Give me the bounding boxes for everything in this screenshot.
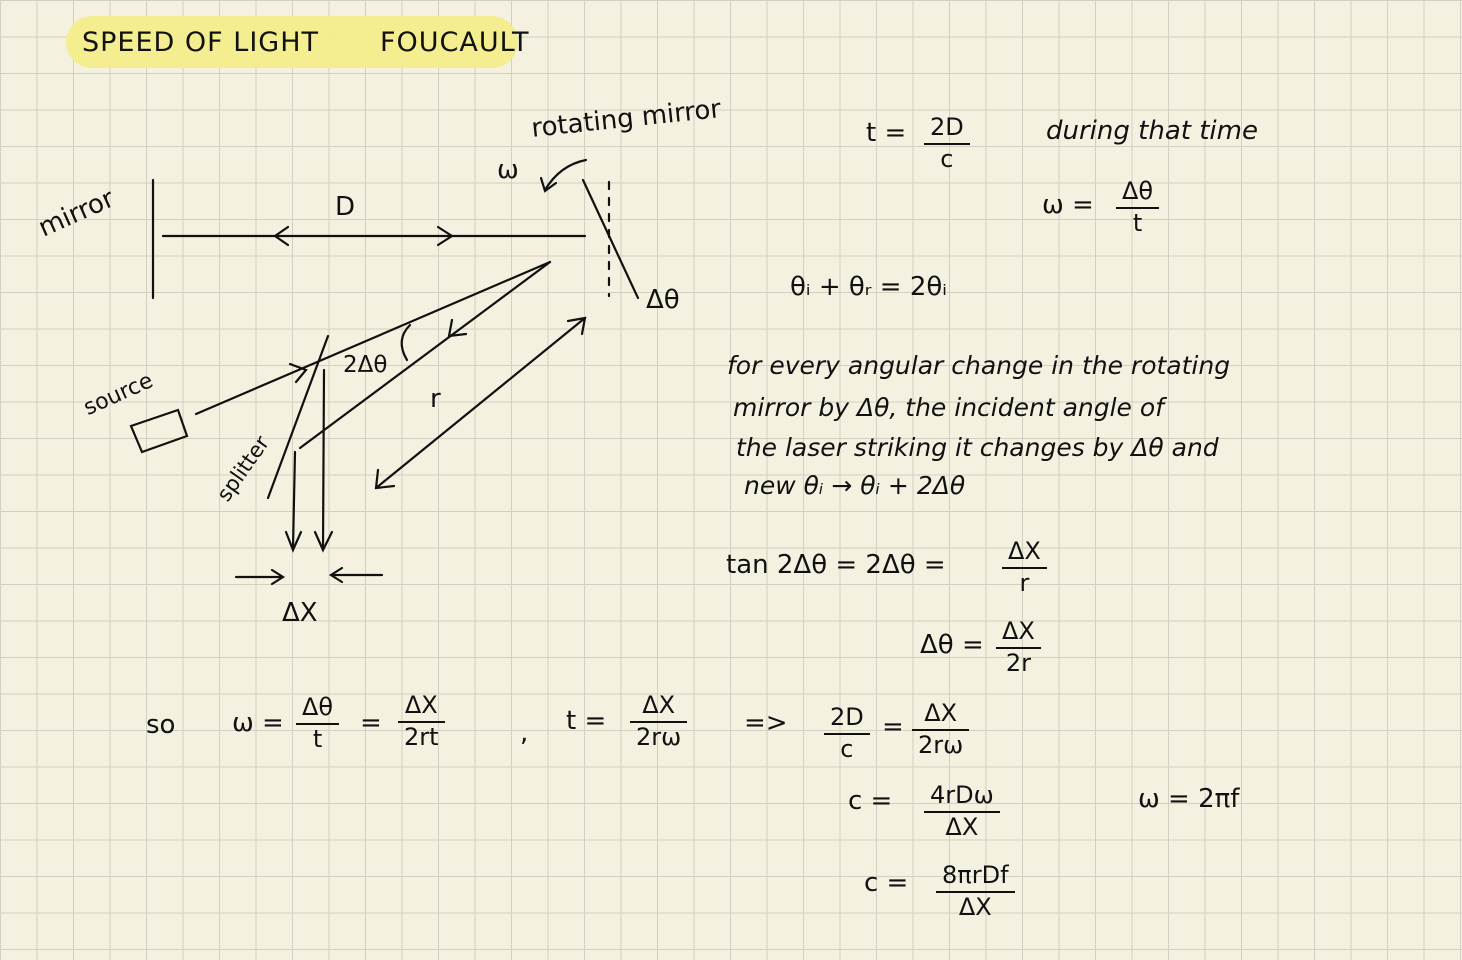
eq-t-lhs: t = — [866, 118, 907, 148]
eq-so-w-num: Δθ — [302, 693, 334, 721]
eq-imp-rden: 2rω — [918, 730, 964, 759]
label-splitter: splitter — [212, 431, 275, 506]
eq-so-t-den: 2rω — [636, 722, 682, 751]
eq-omega-f: ω = 2πf — [1138, 784, 1240, 814]
note-line-3: the laser striking it changes by Δθ and — [736, 433, 1219, 462]
eq-so: so — [146, 710, 176, 740]
eq-imp-frac — [824, 704, 870, 763]
label-source: source — [80, 368, 157, 421]
label-r: r — [430, 384, 441, 414]
eq-so-w-lhs: ω = — [232, 708, 284, 738]
note-line-1: for every angular change in the rotating — [727, 351, 1231, 380]
angle-arc — [402, 325, 410, 360]
eq-dtheta-num: ΔX — [1002, 617, 1035, 645]
title-foucault: FOUCAULT — [380, 27, 530, 58]
source-box — [131, 410, 187, 452]
note-line-4: new θᵢ → θᵢ + 2Δθ — [744, 471, 966, 500]
label-delta-theta: Δθ — [646, 285, 680, 315]
eq-so-w2-den: 2rt — [404, 722, 439, 751]
eq-w-frac — [1116, 178, 1159, 237]
eq-so-w-den: t — [312, 724, 323, 753]
eq-c2-lhs: c = — [864, 868, 909, 898]
incident-beam — [196, 262, 550, 414]
eq-c2-frac — [936, 862, 1015, 921]
eq-c1-frac — [924, 782, 1000, 841]
eq-during: during that time — [1046, 116, 1258, 146]
eq-so-t-frac — [630, 692, 687, 751]
eq-c1-num: 4rDω — [930, 781, 994, 809]
eq-w-den: t — [1132, 208, 1143, 237]
eq-so-t-lhs: t = — [566, 706, 607, 736]
r-arrow-line — [376, 318, 585, 488]
rotating-mirror-line — [583, 180, 638, 298]
eq-c1-den: ΔX — [945, 812, 979, 841]
title-speed-of-light: SPEED OF LIGHT — [82, 27, 320, 58]
eq-comma: , — [520, 718, 529, 748]
label-two-delta-theta: 2Δθ — [343, 352, 388, 378]
eq-tan-frac — [1002, 538, 1047, 597]
eq-imp-eq: = — [882, 712, 904, 742]
beam-down-left — [293, 452, 295, 548]
eq-implies: => — [744, 708, 788, 738]
label-omega: ω — [497, 155, 519, 185]
label-d: D — [335, 192, 356, 222]
note-line-2: mirror by Δθ, the incident angle of — [733, 393, 1164, 422]
label-mirror: mirror — [34, 183, 119, 244]
eq-tan-num: ΔX — [1008, 537, 1041, 565]
eq-so-w2-num: ΔX — [404, 691, 438, 719]
eq-c1-lhs: c = — [848, 786, 893, 816]
eq-so-eq: = — [360, 708, 382, 738]
eq-tan-den: r — [1019, 568, 1030, 597]
reflected-beam — [300, 262, 550, 448]
beam-down-right — [323, 370, 324, 548]
label-rotating-mirror: rotating mirror — [530, 94, 723, 144]
eq-w-num: Δθ — [1122, 177, 1154, 205]
eq-tan-lhs: tan 2Δθ = 2Δθ = — [726, 550, 946, 580]
eq-dtheta-frac — [996, 618, 1041, 677]
eq-c2-den: ΔX — [958, 892, 992, 921]
eq-so-w-frac — [296, 694, 339, 753]
eq-so-t-num: ΔX — [642, 691, 676, 719]
eq-t-den: c — [940, 144, 954, 173]
eq-imp-den: c — [840, 734, 854, 763]
eq-theta-sum: θᵢ + θᵣ = 2θᵢ — [790, 272, 947, 302]
reflected-arrowhead — [449, 320, 466, 336]
eq-w-lhs: ω = — [1042, 190, 1094, 220]
eq-dtheta-lhs: Δθ = — [920, 630, 984, 660]
eq-dtheta-den: 2r — [1005, 648, 1031, 677]
label-delta-x: ΔX — [282, 598, 318, 628]
eq-t-num: 2D — [930, 113, 964, 141]
eq-c2-num: 8πrDf — [942, 861, 1009, 889]
eq-imp-rnum: ΔX — [924, 699, 958, 727]
eq-imp-num: 2D — [830, 703, 864, 731]
eq-so-w2-frac — [398, 692, 445, 751]
splitter-line — [268, 336, 328, 498]
eq-t-frac — [924, 114, 970, 173]
eq-imp-rfrac — [912, 700, 969, 759]
